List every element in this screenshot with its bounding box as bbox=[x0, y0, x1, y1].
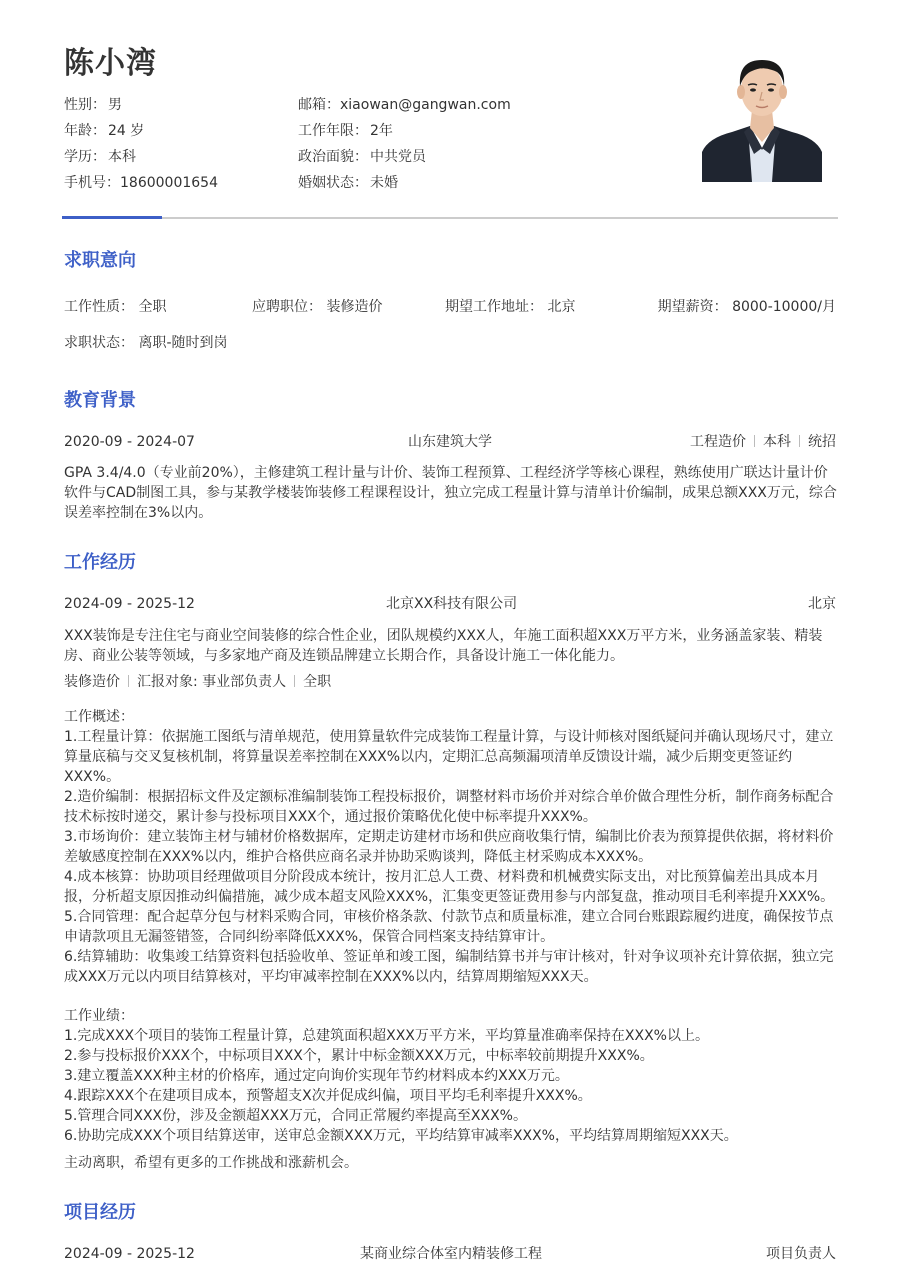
section-title-intention: 求职意向 bbox=[64, 250, 136, 271]
work-results-line: 6.协助完成XXX个项目结算送审，送审总金额XXX万元，平均结算审减率XXX%，平均结算周期缩短XXX天。 bbox=[64, 1128, 738, 1144]
intention-location bbox=[445, 297, 575, 317]
education-desc-line: GPA 3.4/4.0（专业前20%），主修建筑工程计量与计价、装饰工程预算、工程经济学等核心课程，熟练使用广联达计量计价 bbox=[64, 465, 828, 481]
experience-value: 2年 bbox=[370, 123, 393, 139]
work-overview-line: 4.成本核算：协助项目经理做项目分阶段成本统计，按月汇总人工费、材料费和机械费实际支出，对比预算偏差出具成本月 bbox=[64, 869, 820, 885]
work-leave-reason: 主动离职，希望有更多的工作挑战和涨薪机会。 bbox=[64, 1155, 358, 1171]
work-overview-line: 6.结算辅助：收集竣工结算资料包括验收单、签证单和竣工图，编制结算书并与审计核对，针对争议项补充计算依据，独立完 bbox=[64, 949, 834, 965]
political-label: 政治面貌： bbox=[298, 149, 368, 165]
education-meta bbox=[690, 432, 836, 452]
work-job-type: 全职 bbox=[303, 674, 332, 690]
work-results-line: 2.参与投标报价XXX个，中标项目XXX个，累计中标金额XXX万元，中标率较前期提升XXX%。 bbox=[64, 1048, 654, 1064]
avatar-photo bbox=[702, 52, 822, 182]
email-value[interactable]: xiaowan@gangwan.com bbox=[340, 97, 511, 113]
work-overview bbox=[64, 707, 836, 987]
project-period: 2024-09 - 2025-12 bbox=[64, 1246, 195, 1262]
section-title-work: 工作经历 bbox=[64, 552, 136, 573]
email-field bbox=[298, 95, 511, 115]
work-overview-line: XXX%。 bbox=[64, 769, 121, 785]
education-period: 2020-09 - 2024-07 bbox=[64, 434, 195, 450]
work-results-line: 工作业绩： bbox=[64, 1008, 134, 1024]
work-overview-line: 成XXX万元以内项目结算核对，平均审减率控制在XXX%以内，结算周期缩短XXX天。 bbox=[64, 969, 598, 985]
header-divider-accent bbox=[62, 216, 162, 219]
age-value: 24 岁 bbox=[108, 123, 145, 139]
work-report: 汇报对象: 事业部负责人 bbox=[137, 674, 287, 690]
work-intro-line: XXX装饰是专注住宅与商业空间装修的综合性企业，团队规模约XXX人，年施工面积超XXX万平方米，业务涵盖家装、精装 bbox=[64, 628, 823, 644]
intention-location-value: 北京 bbox=[547, 299, 576, 315]
education-field bbox=[64, 147, 136, 167]
age-field bbox=[64, 121, 144, 141]
intention-position bbox=[252, 297, 382, 317]
education-degree: 本科 bbox=[763, 434, 791, 450]
political-value: 中共党员 bbox=[370, 149, 426, 165]
intention-status-value: 离职-随时到岗 bbox=[138, 335, 228, 351]
intention-row bbox=[64, 297, 836, 317]
work-overview-line: 1.工程量计算：依据施工图纸与清单规范，使用算量软件完成装饰工程量计算，与设计师核对图纸疑问并确认现场尺寸，建立 bbox=[64, 729, 834, 745]
marital-value: 未婚 bbox=[370, 175, 398, 191]
work-results-line: 1.完成XXX个项目的装饰工程量计算，总建筑面积超XXX万平方米，平均算量准确率保持在XXX%以上。 bbox=[64, 1028, 709, 1044]
education-row bbox=[64, 432, 836, 452]
intention-status-label: 求职状态： bbox=[64, 335, 134, 351]
work-company: 北京XX科技有限公司 bbox=[386, 596, 518, 612]
age-label: 年龄： bbox=[64, 123, 106, 139]
project-role: 项目负责人 bbox=[766, 1246, 836, 1262]
education-desc-line: 软件与CAD制图工具，参与某教学楼装饰装修工程课程设计，独立完成工程量计算与清单计价编制，成果总额XXX万元，综合 bbox=[64, 485, 837, 501]
intention-status-row bbox=[64, 333, 836, 353]
work-row bbox=[64, 594, 836, 614]
intention-position-label: 应聘职位： bbox=[252, 299, 322, 315]
intention-type bbox=[64, 297, 166, 317]
work-overview-line: 报，分析超支原因推动纠偏措施，减少成本超支风险XXX%，汇集变更签证费用参与内部复盘，推动项目毛利率提升XXX%。 bbox=[64, 889, 835, 905]
intention-type-label: 工作性质： bbox=[64, 299, 134, 315]
marital-field bbox=[298, 173, 398, 193]
education-major: 工程造价 bbox=[690, 434, 746, 450]
work-overview-line: 工作概述： bbox=[64, 709, 134, 725]
intention-type-value: 全职 bbox=[138, 299, 167, 315]
political-field bbox=[298, 147, 426, 167]
separator bbox=[294, 675, 295, 687]
work-tags bbox=[64, 672, 331, 692]
work-period: 2024-09 - 2025-12 bbox=[64, 596, 195, 612]
separator bbox=[754, 435, 755, 447]
work-city: 北京 bbox=[808, 596, 836, 612]
person-portrait-icon bbox=[702, 52, 822, 182]
intention-salary-label: 期望薪资： bbox=[657, 299, 728, 315]
project-row bbox=[64, 1244, 836, 1264]
intention-salary-value: 8000-10000/月 bbox=[732, 299, 836, 315]
phone-field bbox=[64, 173, 218, 193]
work-overview-line: 3.市场询价：建立装饰主材与辅材价格数据库，定期走访建材市场和供应商收集行情，编制比价表为预算提供依据，将材料价 bbox=[64, 829, 834, 845]
gender-value: 男 bbox=[108, 97, 122, 113]
experience-field bbox=[298, 121, 393, 141]
education-label: 学历： bbox=[64, 149, 106, 165]
work-overview-line: 2.造价编制：根据招标文件及定额标准编制装饰工程投标报价，调整材料市场价并对综合单价做合理性分析，制作商务标配合 bbox=[64, 789, 834, 805]
phone-label: 手机号： bbox=[64, 175, 120, 191]
work-role: 装修造价 bbox=[64, 674, 120, 690]
intention-location-label: 期望工作地址： bbox=[445, 299, 543, 315]
intention-salary bbox=[658, 297, 836, 317]
education-school: 山东建筑大学 bbox=[408, 434, 492, 450]
education-mode: 统招 bbox=[808, 434, 836, 450]
phone-value: 18600001654 bbox=[120, 175, 218, 191]
candidate-name: 陈小湾 bbox=[64, 46, 157, 81]
work-overview-line: 差敏感度控制在XXX%以内，维护合格供应商名录并协助采购谈判，降低主材采购成本XXX%。 bbox=[64, 849, 653, 865]
work-results bbox=[64, 1006, 836, 1146]
section-title-education: 教育背景 bbox=[64, 390, 136, 411]
work-company-intro bbox=[64, 626, 836, 666]
education-value: 本科 bbox=[108, 149, 136, 165]
experience-label: 工作年限： bbox=[298, 123, 368, 139]
education-description bbox=[64, 463, 836, 523]
work-overview-line: 技术标按时递交，累计参与投标项目XXX个，通过报价策略优化使中标率提升XXX%。 bbox=[64, 809, 597, 825]
work-intro-line: 房、商业公装等领域，与多家地产商及连锁品牌建立长期合作，具备设计施工一体化能力。 bbox=[64, 648, 624, 664]
gender-field bbox=[64, 95, 122, 115]
section-title-projects: 项目经历 bbox=[64, 1202, 136, 1223]
work-overview-line: 申请款项且无漏签错签，合同纠纷率降低XXX%，保管合同档案支持结算审计。 bbox=[64, 929, 555, 945]
work-results-line: 5.管理合同XXX份，涉及金额超XXX万元，合同正常履约率提高至XXX%。 bbox=[64, 1108, 527, 1124]
work-overview-line: 算量底稿与交叉复核机制，将算量误差率控制在XXX%以内，定期汇总高频漏项清单反馈设计端，减少后期变更签证约 bbox=[64, 749, 793, 765]
work-overview-line: 5.合同管理：配合起草分包与材料采购合同，审核价格条款、付款节点和质量标准，建立合同台账跟踪履约进度，确保按节点 bbox=[64, 909, 834, 925]
education-desc-line: 误差率控制在3%以内。 bbox=[64, 505, 213, 521]
separator bbox=[128, 675, 129, 687]
email-label: 邮箱： bbox=[298, 97, 340, 113]
separator bbox=[799, 435, 800, 447]
intention-status bbox=[64, 333, 228, 353]
work-results-line: 4.跟踪XXX个在建项目成本，预警超支X次并促成纠偏，项目平均毛利率提升XXX%。 bbox=[64, 1088, 592, 1104]
intention-position-value: 装修造价 bbox=[326, 299, 383, 315]
project-name: 某商业综合体室内精装修工程 bbox=[360, 1246, 542, 1262]
work-results-line: 3.建立覆盖XXX种主材的价格库，通过定向询价实现年节约材料成本约XXX万元。 bbox=[64, 1068, 569, 1084]
gender-label: 性别： bbox=[64, 97, 106, 113]
header-divider bbox=[62, 217, 838, 219]
marital-label: 婚姻状态： bbox=[298, 175, 368, 191]
